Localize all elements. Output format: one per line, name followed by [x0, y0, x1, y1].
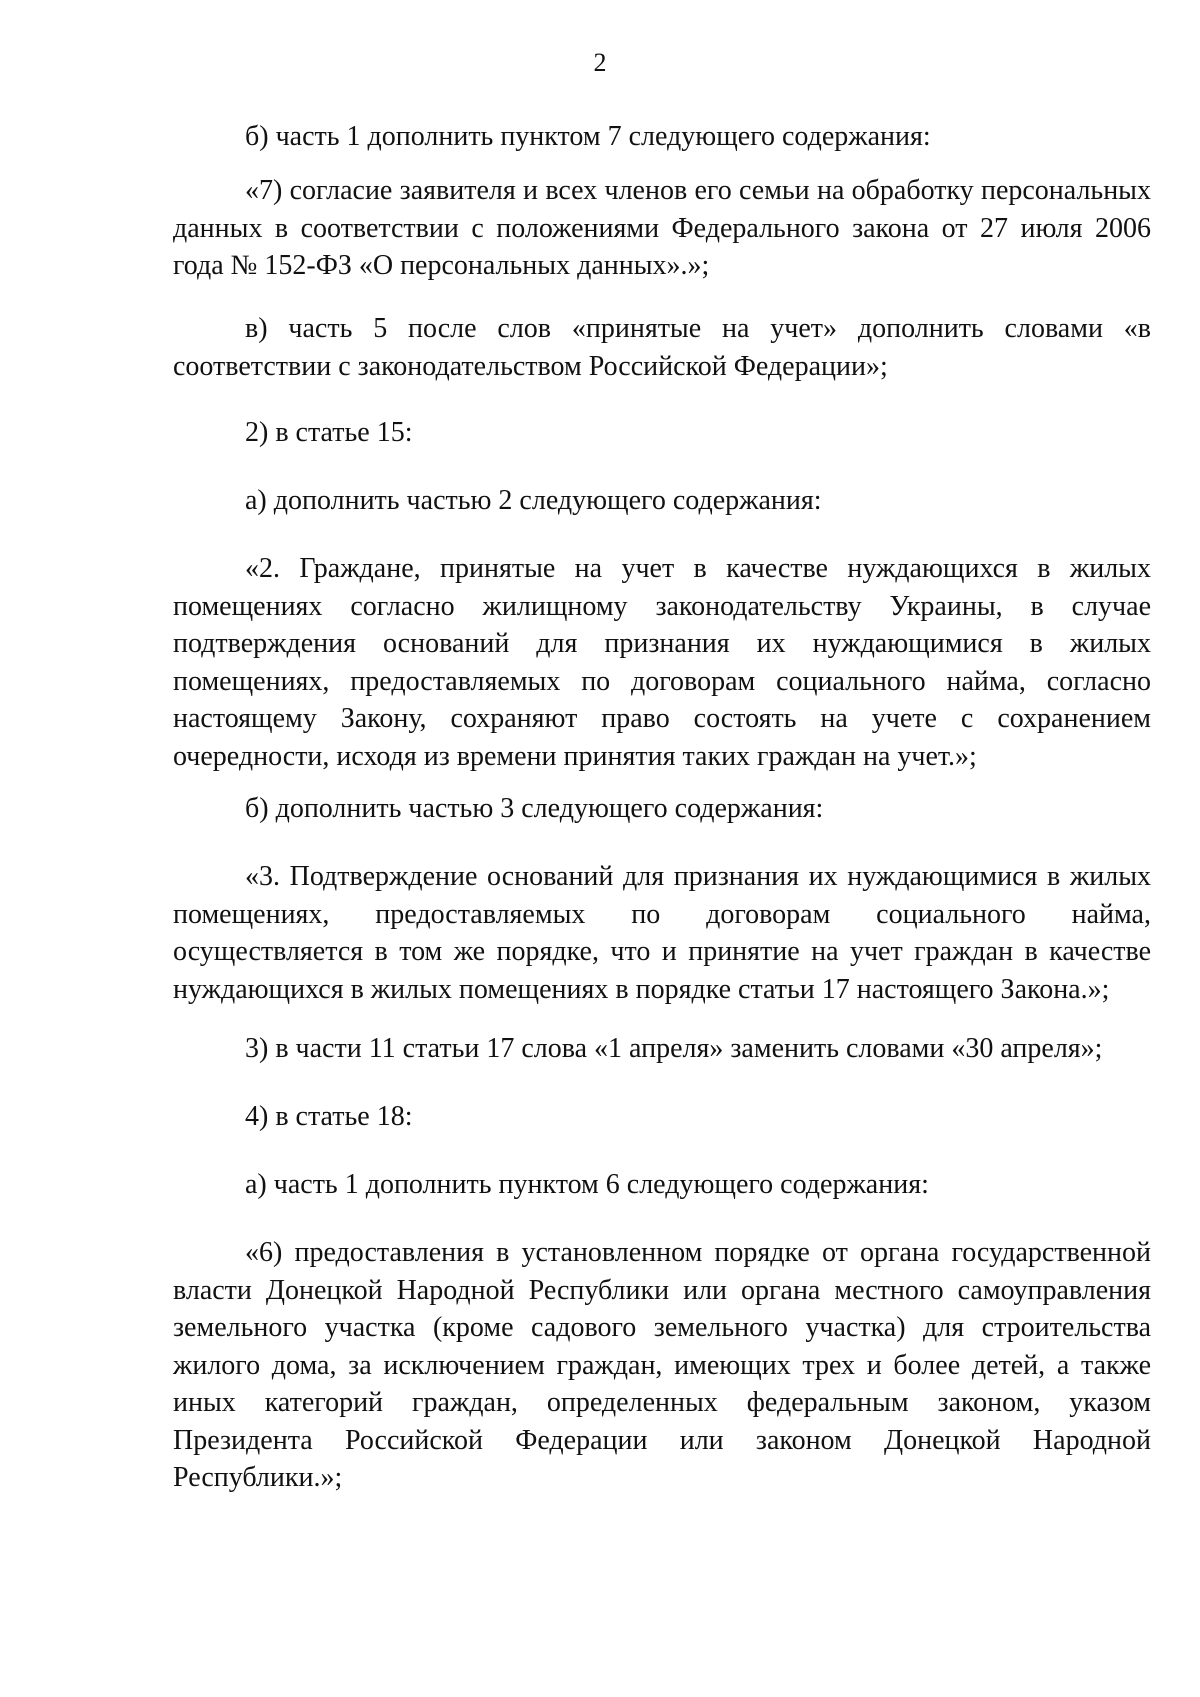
- paragraph-1b: б) часть 1 дополнить пунктом 7 следующего содержания:: [245, 121, 931, 152]
- paragraph-2a: а) дополнить частью 2 следующего содержания:: [245, 485, 822, 516]
- page-number: 2: [593, 48, 607, 77]
- paragraph-part-2: «2. Граждане, принятые на учет в качестве нуждающихся в жилых помещениях согласно жилищному законодательству Украины, в случае подтверждения оснований для признания их нуждающимися в жилых помещениях, предоставляемых по договорам социального найма, согласно настоящему Закону, сохраняют право состоять на учете с сохранением очередности, исходя из времени принятия таких граждан на учет.»;: [173, 553, 1151, 772]
- paragraph-2b: б) дополнить частью 3 следующего содержания:: [245, 793, 824, 824]
- paragraph-4a: а) часть 1 дополнить пунктом 6 следующего содержания:: [245, 1169, 929, 1200]
- paragraph-point-6: «6) предоставления в установленном порядке от органа государственной власти Донецкой Народной Республики или органа местного самоуправления земельного участка (кроме садового земельного участка) для строительства жилого дома, за исключением граждан, имеющих трех и более детей, а также иных категорий граждан, определенных федеральным законом, указом Президента Российской Федерации или законом Донецкой Народной Республики.»;: [173, 1237, 1151, 1493]
- paragraph-1v: в) часть 5 после слов «принятые на учет» дополнить словами «в соответствии с законодательством Российской Федерации»;: [173, 313, 1151, 382]
- paragraph-part-3: «3. Подтверждение оснований для признания их нуждающимися в жилых помещениях, предоставляемых по договорам социального найма, осуществляется в том же порядке, что и принятие на учет граждан в качестве нуждающихся в жилых помещениях в порядке статьи 17 настоящего Закона.»;: [173, 861, 1151, 1005]
- paragraph-3: 3) в части 11 статьи 17 слова «1 апреля» заменить словами «30 апреля»;: [245, 1033, 1103, 1064]
- paragraph-2: 2) в статье 15:: [245, 417, 413, 448]
- paragraph-point-7: «7) согласие заявителя и всех членов его семьи на обработку персональных данных в соответствии с положениями Федерального закона от 27 июля 2006 года № 152-ФЗ «О персональных данных».»;: [173, 175, 1151, 281]
- paragraph-4: 4) в статье 18:: [245, 1101, 413, 1132]
